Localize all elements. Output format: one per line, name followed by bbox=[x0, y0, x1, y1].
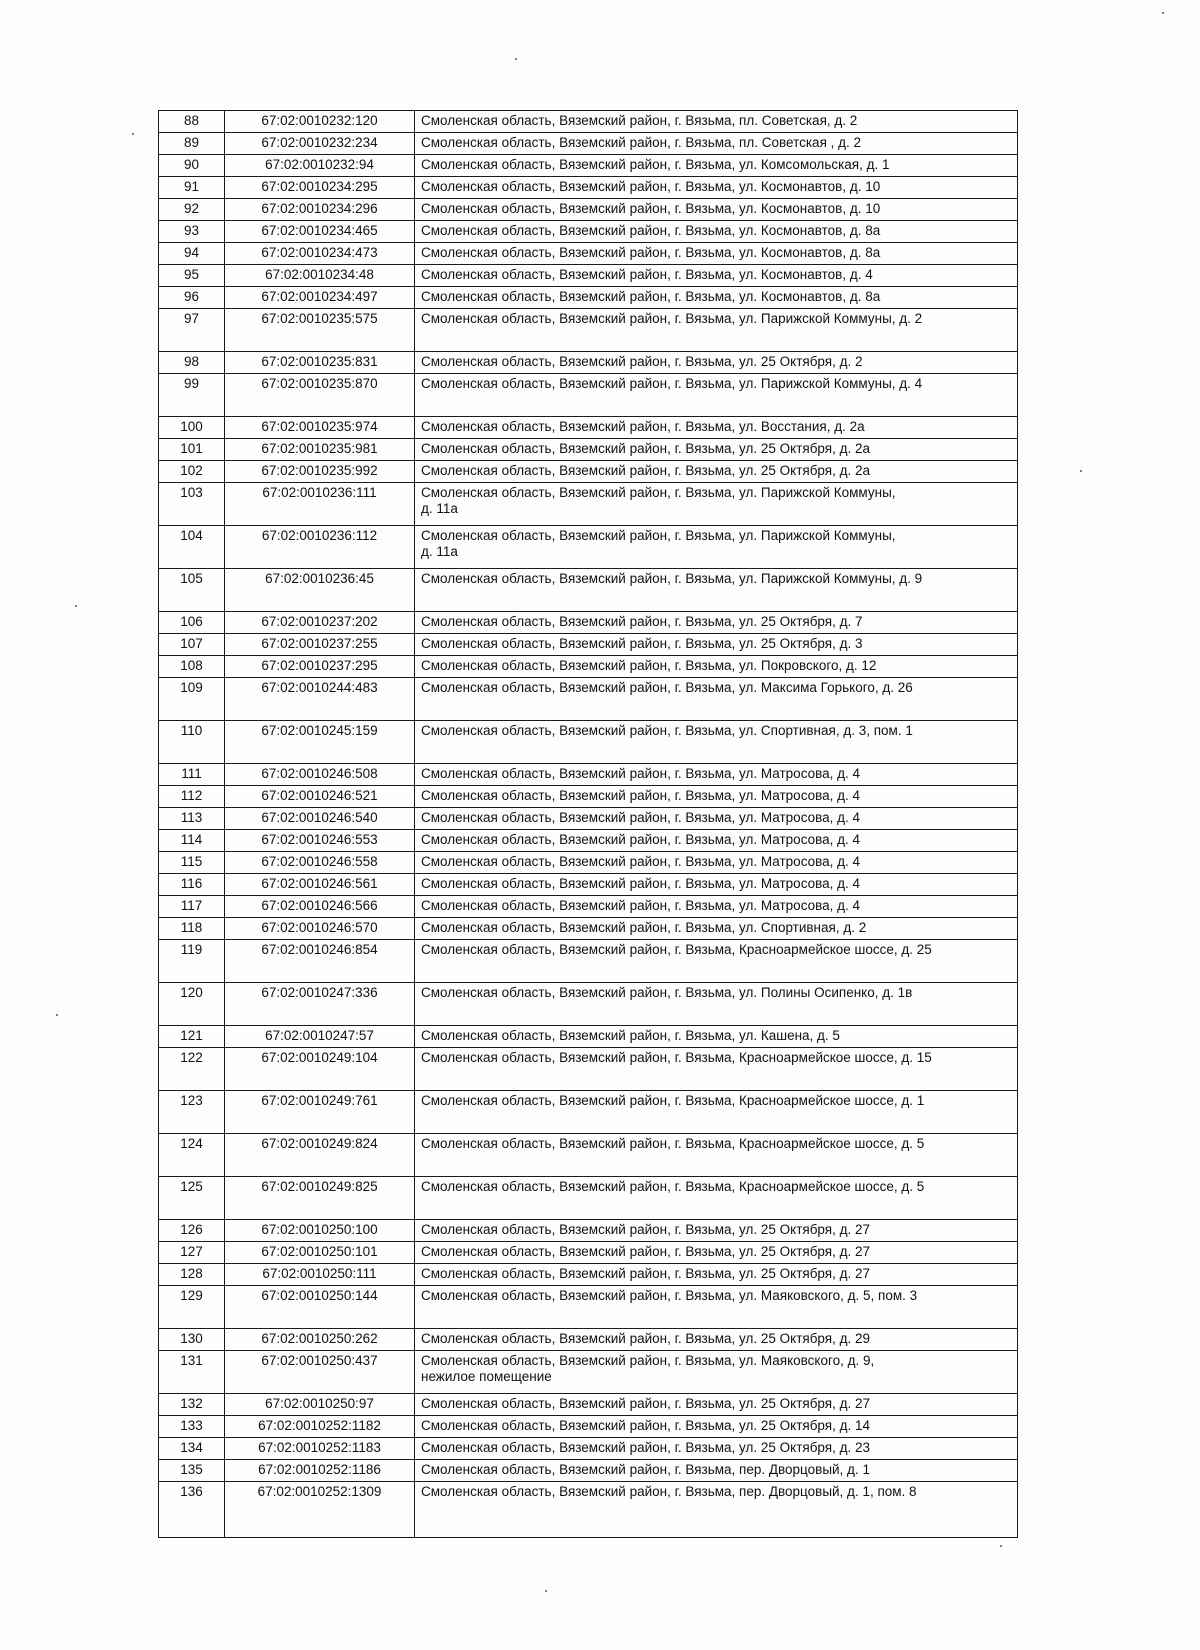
cadastral-number-cell: 67:02:0010246:854 bbox=[225, 940, 415, 983]
table-row bbox=[159, 1351, 1018, 1394]
address-cell bbox=[415, 656, 1018, 678]
address-cell bbox=[415, 352, 1018, 374]
address-line: Смоленская область, Вяземский район, г. Вязьма, ул. Космонавтов, д. 8а bbox=[421, 289, 881, 304]
row-number-cell: 98 bbox=[159, 352, 225, 374]
cadastral-number-cell: 67:02:0010237:255 bbox=[225, 634, 415, 656]
cadastral-number-cell: 67:02:0010235:974 bbox=[225, 417, 415, 439]
table-row bbox=[159, 1416, 1018, 1438]
address-line: Смоленская область, Вяземский район, г. Вязьма, ул. 25 Октября, д. 14 bbox=[421, 1418, 870, 1433]
address-line: Смоленская область, Вяземский район, г. Вязьма, ул. Космонавтов, д. 10 bbox=[421, 201, 881, 216]
table-row bbox=[159, 352, 1018, 374]
cadastral-number-cell: 67:02:0010235:575 bbox=[225, 309, 415, 352]
row-number-cell: 125 bbox=[159, 1177, 225, 1220]
cadastral-number-cell: 67:02:0010250:111 bbox=[225, 1264, 415, 1286]
table-row bbox=[159, 896, 1018, 918]
scan-speck bbox=[545, 1590, 547, 1592]
row-number-cell: 133 bbox=[159, 1416, 225, 1438]
address-line: Смоленская область, Вяземский район, г. Вязьма, ул. 25 Октября, д. 2 bbox=[421, 354, 863, 369]
row-number-cell: 108 bbox=[159, 656, 225, 678]
cadastral-number-cell: 67:02:0010250:262 bbox=[225, 1329, 415, 1351]
address-line: Смоленская область, Вяземский район, г. Вязьма, Красноармейское шоссе, д. 5 bbox=[421, 1179, 925, 1194]
address-line: Смоленская область, Вяземский район, г. Вязьма, ул. 25 Октября, д. 23 bbox=[421, 1440, 870, 1455]
scan-speck bbox=[56, 1014, 58, 1016]
table-row bbox=[159, 852, 1018, 874]
address-line: Смоленская область, Вяземский район, г. Вязьма, ул. 25 Октября, д. 27 bbox=[421, 1396, 870, 1411]
row-number-cell: 127 bbox=[159, 1242, 225, 1264]
property-registry-table bbox=[158, 110, 1018, 1538]
table-row bbox=[159, 374, 1018, 417]
registry-body bbox=[159, 111, 1018, 1538]
address-cell bbox=[415, 177, 1018, 199]
row-number-cell: 104 bbox=[159, 526, 225, 569]
table-row bbox=[159, 1460, 1018, 1482]
address-line: Смоленская область, Вяземский район, г. Вязьма, ул. Комсомольская, д. 1 bbox=[421, 157, 890, 172]
address-cell bbox=[415, 634, 1018, 656]
address-cell bbox=[415, 983, 1018, 1026]
row-number-cell: 109 bbox=[159, 678, 225, 721]
cadastral-number-cell: 67:02:0010232:120 bbox=[225, 111, 415, 133]
table-row bbox=[159, 1329, 1018, 1351]
cadastral-number-cell: 67:02:0010249:104 bbox=[225, 1048, 415, 1091]
address-cell bbox=[415, 678, 1018, 721]
table-row bbox=[159, 764, 1018, 786]
row-number-cell: 88 bbox=[159, 111, 225, 133]
table-row bbox=[159, 1242, 1018, 1264]
table-row bbox=[159, 221, 1018, 243]
address-line: Смоленская область, Вяземский район, г. Вязьма, Красноармейское шоссе, д. 5 bbox=[421, 1136, 925, 1151]
table-row bbox=[159, 265, 1018, 287]
row-number-cell: 131 bbox=[159, 1351, 225, 1394]
address-line: Смоленская область, Вяземский район, г. Вязьма, ул. Максима Горького, д. 26 bbox=[421, 680, 913, 695]
address-cell bbox=[415, 918, 1018, 940]
address-cell bbox=[415, 1026, 1018, 1048]
row-number-cell: 100 bbox=[159, 417, 225, 439]
row-number-cell: 128 bbox=[159, 1264, 225, 1286]
address-line: Смоленская область, Вяземский район, г. Вязьма, ул. Матросова, д. 4 bbox=[421, 854, 861, 869]
table-row bbox=[159, 177, 1018, 199]
cadastral-number-cell: 67:02:0010250:101 bbox=[225, 1242, 415, 1264]
cadastral-number-cell: 67:02:0010250:437 bbox=[225, 1351, 415, 1394]
address-cell bbox=[415, 309, 1018, 352]
row-number-cell: 92 bbox=[159, 199, 225, 221]
cadastral-number-cell: 67:02:0010244:483 bbox=[225, 678, 415, 721]
address-line: Смоленская область, Вяземский район, г. Вязьма, ул. Матросова, д. 4 bbox=[421, 832, 861, 847]
table-row bbox=[159, 1048, 1018, 1091]
address-line: Смоленская область, Вяземский район, г. Вязьма, ул. Матросова, д. 4 bbox=[421, 788, 861, 803]
row-number-cell: 97 bbox=[159, 309, 225, 352]
table-row bbox=[159, 111, 1018, 133]
address-cell bbox=[415, 155, 1018, 177]
row-number-cell: 101 bbox=[159, 439, 225, 461]
cadastral-number-cell: 67:02:0010235:831 bbox=[225, 352, 415, 374]
address-cell bbox=[415, 1048, 1018, 1091]
cadastral-number-cell: 67:02:0010247:336 bbox=[225, 983, 415, 1026]
cadastral-number-cell: 67:02:0010249:824 bbox=[225, 1134, 415, 1177]
address-line: Смоленская область, Вяземский район, г. Вязьма, Красноармейское шоссе, д. 1 bbox=[421, 1093, 925, 1108]
cadastral-number-cell: 67:02:0010236:112 bbox=[225, 526, 415, 569]
address-cell bbox=[415, 569, 1018, 612]
cadastral-number-cell: 67:02:0010234:296 bbox=[225, 199, 415, 221]
cadastral-number-cell: 67:02:0010237:295 bbox=[225, 656, 415, 678]
address-cell bbox=[415, 1329, 1018, 1351]
address-line-continued: д. 11а bbox=[421, 501, 458, 516]
cadastral-number-cell: 67:02:0010232:234 bbox=[225, 133, 415, 155]
scan-speck bbox=[515, 58, 517, 60]
address-line: Смоленская область, Вяземский район, г. Вязьма, ул. 25 Октября, д. 2а bbox=[421, 463, 870, 478]
address-cell bbox=[415, 852, 1018, 874]
address-cell bbox=[415, 461, 1018, 483]
cadastral-number-cell: 67:02:0010252:1309 bbox=[225, 1482, 415, 1538]
table-row bbox=[159, 287, 1018, 309]
row-number-cell: 91 bbox=[159, 177, 225, 199]
cadastral-number-cell: 67:02:0010246:508 bbox=[225, 764, 415, 786]
scan-speck bbox=[132, 133, 134, 135]
address-cell bbox=[415, 1091, 1018, 1134]
address-line: Смоленская область, Вяземский район, г. Вязьма, ул. 25 Октября, д. 27 bbox=[421, 1244, 870, 1259]
table-row bbox=[159, 786, 1018, 808]
address-line: Смоленская область, Вяземский район, г. Вязьма, пер. Дворцовый, д. 1, пом. 8 bbox=[421, 1484, 917, 1499]
row-number-cell: 112 bbox=[159, 786, 225, 808]
address-line: Смоленская область, Вяземский район, г. Вязьма, ул. Космонавтов, д. 8а bbox=[421, 245, 881, 260]
row-number-cell: 110 bbox=[159, 721, 225, 764]
address-line: Смоленская область, Вяземский район, г. Вязьма, ул. Космонавтов, д. 4 bbox=[421, 267, 873, 282]
table-row bbox=[159, 1482, 1018, 1538]
address-cell bbox=[415, 764, 1018, 786]
table-row bbox=[159, 526, 1018, 569]
address-line: Смоленская область, Вяземский район, г. Вязьма, пл. Советская, д. 2 bbox=[421, 113, 858, 128]
address-line: Смоленская область, Вяземский район, г. Вязьма, ул. Парижской Коммуны, bbox=[421, 528, 896, 543]
address-line: Смоленская область, Вяземский район, г. Вязьма, ул. Матросова, д. 4 bbox=[421, 876, 861, 891]
scan-speck bbox=[75, 605, 77, 607]
address-line: Смоленская область, Вяземский район, г. Вязьма, ул. Матросова, д. 4 bbox=[421, 810, 861, 825]
address-line-continued: д. 11а bbox=[421, 544, 458, 559]
cadastral-number-cell: 67:02:0010234:48 bbox=[225, 265, 415, 287]
row-number-cell: 126 bbox=[159, 1220, 225, 1242]
table-row bbox=[159, 656, 1018, 678]
address-cell bbox=[415, 896, 1018, 918]
cadastral-number-cell: 67:02:0010234:497 bbox=[225, 287, 415, 309]
address-line: Смоленская область, Вяземский район, г. Вязьма, ул. Матросова, д. 4 bbox=[421, 766, 861, 781]
cadastral-number-cell: 67:02:0010250:144 bbox=[225, 1286, 415, 1329]
table-row bbox=[159, 199, 1018, 221]
table-row bbox=[159, 1264, 1018, 1286]
table-row bbox=[159, 918, 1018, 940]
address-cell bbox=[415, 612, 1018, 634]
address-line: Смоленская область, Вяземский район, г. Вязьма, ул. Парижской Коммуны, bbox=[421, 485, 896, 500]
cadastral-number-cell: 67:02:0010236:45 bbox=[225, 569, 415, 612]
row-number-cell: 136 bbox=[159, 1482, 225, 1538]
cadastral-number-cell: 67:02:0010234:295 bbox=[225, 177, 415, 199]
cadastral-number-cell: 67:02:0010249:825 bbox=[225, 1177, 415, 1220]
address-line: Смоленская область, Вяземский район, г. Вязьма, ул. 25 Октября, д. 7 bbox=[421, 614, 863, 629]
cadastral-number-cell: 67:02:0010236:111 bbox=[225, 483, 415, 526]
address-line: Смоленская область, Вяземский район, г. Вязьма, ул. Маяковского, д. 5, пом. 3 bbox=[421, 1288, 918, 1303]
table-row bbox=[159, 1438, 1018, 1460]
row-number-cell: 124 bbox=[159, 1134, 225, 1177]
table-row bbox=[159, 1286, 1018, 1329]
address-line: Смоленская область, Вяземский район, г. Вязьма, ул. Кашена, д. 5 bbox=[421, 1028, 840, 1043]
cadastral-number-cell: 67:02:0010235:992 bbox=[225, 461, 415, 483]
row-number-cell: 90 bbox=[159, 155, 225, 177]
row-number-cell: 102 bbox=[159, 461, 225, 483]
address-line: Смоленская область, Вяземский район, г. Вязьма, Красноармейское шоссе, д. 25 bbox=[421, 942, 932, 957]
address-cell bbox=[415, 940, 1018, 983]
address-cell bbox=[415, 199, 1018, 221]
cadastral-number-cell: 67:02:0010250:97 bbox=[225, 1394, 415, 1416]
table-row bbox=[159, 1091, 1018, 1134]
address-line: Смоленская область, Вяземский район, г. Вязьма, ул. Спортивная, д. 3, пом. 1 bbox=[421, 723, 913, 738]
address-cell bbox=[415, 1286, 1018, 1329]
address-line: Смоленская область, Вяземский район, г. Вязьма, ул. 25 Октября, д. 3 bbox=[421, 636, 863, 651]
table-row bbox=[159, 483, 1018, 526]
address-line: Смоленская область, Вяземский район, г. Вязьма, ул. Космонавтов, д. 8а bbox=[421, 223, 881, 238]
address-cell bbox=[415, 1394, 1018, 1416]
address-line: Смоленская область, Вяземский район, г. Вязьма, ул. 25 Октября, д. 27 bbox=[421, 1222, 870, 1237]
table-row bbox=[159, 678, 1018, 721]
table-row bbox=[159, 612, 1018, 634]
row-number-cell: 94 bbox=[159, 243, 225, 265]
table-row bbox=[159, 1394, 1018, 1416]
address-cell bbox=[415, 808, 1018, 830]
cadastral-number-cell: 67:02:0010232:94 bbox=[225, 155, 415, 177]
address-cell bbox=[415, 1438, 1018, 1460]
cadastral-number-cell: 67:02:0010235:870 bbox=[225, 374, 415, 417]
row-number-cell: 121 bbox=[159, 1026, 225, 1048]
table-row bbox=[159, 874, 1018, 896]
row-number-cell: 116 bbox=[159, 874, 225, 896]
cadastral-number-cell: 67:02:0010247:57 bbox=[225, 1026, 415, 1048]
address-line: Смоленская область, Вяземский район, г. Вязьма, пл. Советская , д. 2 bbox=[421, 135, 862, 150]
table-row bbox=[159, 830, 1018, 852]
table-row bbox=[159, 155, 1018, 177]
cadastral-number-cell: 67:02:0010252:1186 bbox=[225, 1460, 415, 1482]
cadastral-number-cell: 67:02:0010234:473 bbox=[225, 243, 415, 265]
row-number-cell: 132 bbox=[159, 1394, 225, 1416]
address-cell bbox=[415, 221, 1018, 243]
address-cell bbox=[415, 874, 1018, 896]
cadastral-number-cell: 67:02:0010246:570 bbox=[225, 918, 415, 940]
row-number-cell: 95 bbox=[159, 265, 225, 287]
address-line: Смоленская область, Вяземский район, г. Вязьма, ул. Маяковского, д. 9, bbox=[421, 1353, 875, 1368]
address-line: Смоленская область, Вяземский район, г. Вязьма, ул. Матросова, д. 4 bbox=[421, 898, 861, 913]
address-cell bbox=[415, 1134, 1018, 1177]
row-number-cell: 99 bbox=[159, 374, 225, 417]
address-cell bbox=[415, 830, 1018, 852]
table-row bbox=[159, 983, 1018, 1026]
cadastral-number-cell: 67:02:0010246:566 bbox=[225, 896, 415, 918]
scan-speck bbox=[1080, 470, 1082, 472]
row-number-cell: 111 bbox=[159, 764, 225, 786]
address-line: Смоленская область, Вяземский район, г. Вязьма, ул. 25 Октября, д. 27 bbox=[421, 1266, 870, 1281]
cadastral-number-cell: 67:02:0010250:100 bbox=[225, 1220, 415, 1242]
row-number-cell: 120 bbox=[159, 983, 225, 1026]
row-number-cell: 106 bbox=[159, 612, 225, 634]
address-cell bbox=[415, 133, 1018, 155]
table-row bbox=[159, 1026, 1018, 1048]
address-cell bbox=[415, 111, 1018, 133]
row-number-cell: 93 bbox=[159, 221, 225, 243]
table-row bbox=[159, 721, 1018, 764]
address-cell bbox=[415, 265, 1018, 287]
address-cell bbox=[415, 243, 1018, 265]
cadastral-number-cell: 67:02:0010245:159 bbox=[225, 721, 415, 764]
row-number-cell: 129 bbox=[159, 1286, 225, 1329]
address-cell bbox=[415, 374, 1018, 417]
address-cell bbox=[415, 439, 1018, 461]
scan-speck bbox=[1000, 1545, 1002, 1547]
table-row bbox=[159, 1177, 1018, 1220]
address-line: Смоленская область, Вяземский район, г. Вязьма, ул. Покровского, д. 12 bbox=[421, 658, 877, 673]
table-row bbox=[159, 417, 1018, 439]
address-cell bbox=[415, 1264, 1018, 1286]
address-cell bbox=[415, 1242, 1018, 1264]
address-line-continued: нежилое помещение bbox=[421, 1369, 552, 1384]
table-row bbox=[159, 439, 1018, 461]
row-number-cell: 115 bbox=[159, 852, 225, 874]
cadastral-number-cell: 67:02:0010235:981 bbox=[225, 439, 415, 461]
row-number-cell: 114 bbox=[159, 830, 225, 852]
cadastral-number-cell: 67:02:0010246:540 bbox=[225, 808, 415, 830]
address-cell bbox=[415, 483, 1018, 526]
table-row bbox=[159, 940, 1018, 983]
table-row bbox=[159, 243, 1018, 265]
row-number-cell: 113 bbox=[159, 808, 225, 830]
cadastral-number-cell: 67:02:0010249:761 bbox=[225, 1091, 415, 1134]
row-number-cell: 123 bbox=[159, 1091, 225, 1134]
address-line: Смоленская область, Вяземский район, г. Вязьма, ул. Парижской Коммуны, д. 9 bbox=[421, 571, 923, 586]
address-line: Смоленская область, Вяземский район, г. Вязьма, пер. Дворцовый, д. 1 bbox=[421, 1462, 870, 1477]
cadastral-number-cell: 67:02:0010246:553 bbox=[225, 830, 415, 852]
row-number-cell: 96 bbox=[159, 287, 225, 309]
cadastral-number-cell: 67:02:0010252:1182 bbox=[225, 1416, 415, 1438]
cadastral-number-cell: 67:02:0010246:521 bbox=[225, 786, 415, 808]
address-cell bbox=[415, 287, 1018, 309]
address-line: Смоленская область, Вяземский район, г. Вязьма, ул. Спортивная, д. 2 bbox=[421, 920, 867, 935]
scan-speck bbox=[1162, 12, 1164, 14]
address-cell bbox=[415, 1177, 1018, 1220]
address-line: Смоленская область, Вяземский район, г. Вязьма, ул. Парижской Коммуны, д. 2 bbox=[421, 311, 923, 326]
table-row bbox=[159, 461, 1018, 483]
row-number-cell: 122 bbox=[159, 1048, 225, 1091]
address-cell bbox=[415, 1482, 1018, 1538]
address-cell bbox=[415, 417, 1018, 439]
address-line: Смоленская область, Вяземский район, г. Вязьма, ул. Космонавтов, д. 10 bbox=[421, 179, 881, 194]
address-cell bbox=[415, 721, 1018, 764]
row-number-cell: 135 bbox=[159, 1460, 225, 1482]
table-row bbox=[159, 1220, 1018, 1242]
address-line: Смоленская область, Вяземский район, г. Вязьма, ул. Восстания, д. 2а bbox=[421, 419, 865, 434]
row-number-cell: 119 bbox=[159, 940, 225, 983]
address-cell bbox=[415, 786, 1018, 808]
address-cell bbox=[415, 1460, 1018, 1482]
address-line: Смоленская область, Вяземский район, г. Вязьма, ул. 25 Октября, д. 29 bbox=[421, 1331, 870, 1346]
cadastral-number-cell: 67:02:0010246:558 bbox=[225, 852, 415, 874]
table-row bbox=[159, 808, 1018, 830]
cadastral-number-cell: 67:02:0010234:465 bbox=[225, 221, 415, 243]
row-number-cell: 117 bbox=[159, 896, 225, 918]
table-row bbox=[159, 133, 1018, 155]
address-cell bbox=[415, 1220, 1018, 1242]
row-number-cell: 105 bbox=[159, 569, 225, 612]
row-number-cell: 107 bbox=[159, 634, 225, 656]
row-number-cell: 130 bbox=[159, 1329, 225, 1351]
address-cell bbox=[415, 1351, 1018, 1394]
row-number-cell: 103 bbox=[159, 483, 225, 526]
address-line: Смоленская область, Вяземский район, г. Вязьма, ул. Парижской Коммуны, д. 4 bbox=[421, 376, 923, 391]
address-line: Смоленская область, Вяземский район, г. Вязьма, ул. Полины Осипенко, д. 1в bbox=[421, 985, 913, 1000]
table-row bbox=[159, 309, 1018, 352]
table-row bbox=[159, 569, 1018, 612]
row-number-cell: 118 bbox=[159, 918, 225, 940]
table-row bbox=[159, 634, 1018, 656]
row-number-cell: 89 bbox=[159, 133, 225, 155]
cadastral-number-cell: 67:02:0010237:202 bbox=[225, 612, 415, 634]
cadastral-number-cell: 67:02:0010252:1183 bbox=[225, 1438, 415, 1460]
address-line: Смоленская область, Вяземский район, г. Вязьма, ул. 25 Октября, д. 2а bbox=[421, 441, 870, 456]
address-cell bbox=[415, 1416, 1018, 1438]
address-line: Смоленская область, Вяземский район, г. Вязьма, Красноармейское шоссе, д. 15 bbox=[421, 1050, 932, 1065]
table-row bbox=[159, 1134, 1018, 1177]
row-number-cell: 134 bbox=[159, 1438, 225, 1460]
address-cell bbox=[415, 526, 1018, 569]
cadastral-number-cell: 67:02:0010246:561 bbox=[225, 874, 415, 896]
